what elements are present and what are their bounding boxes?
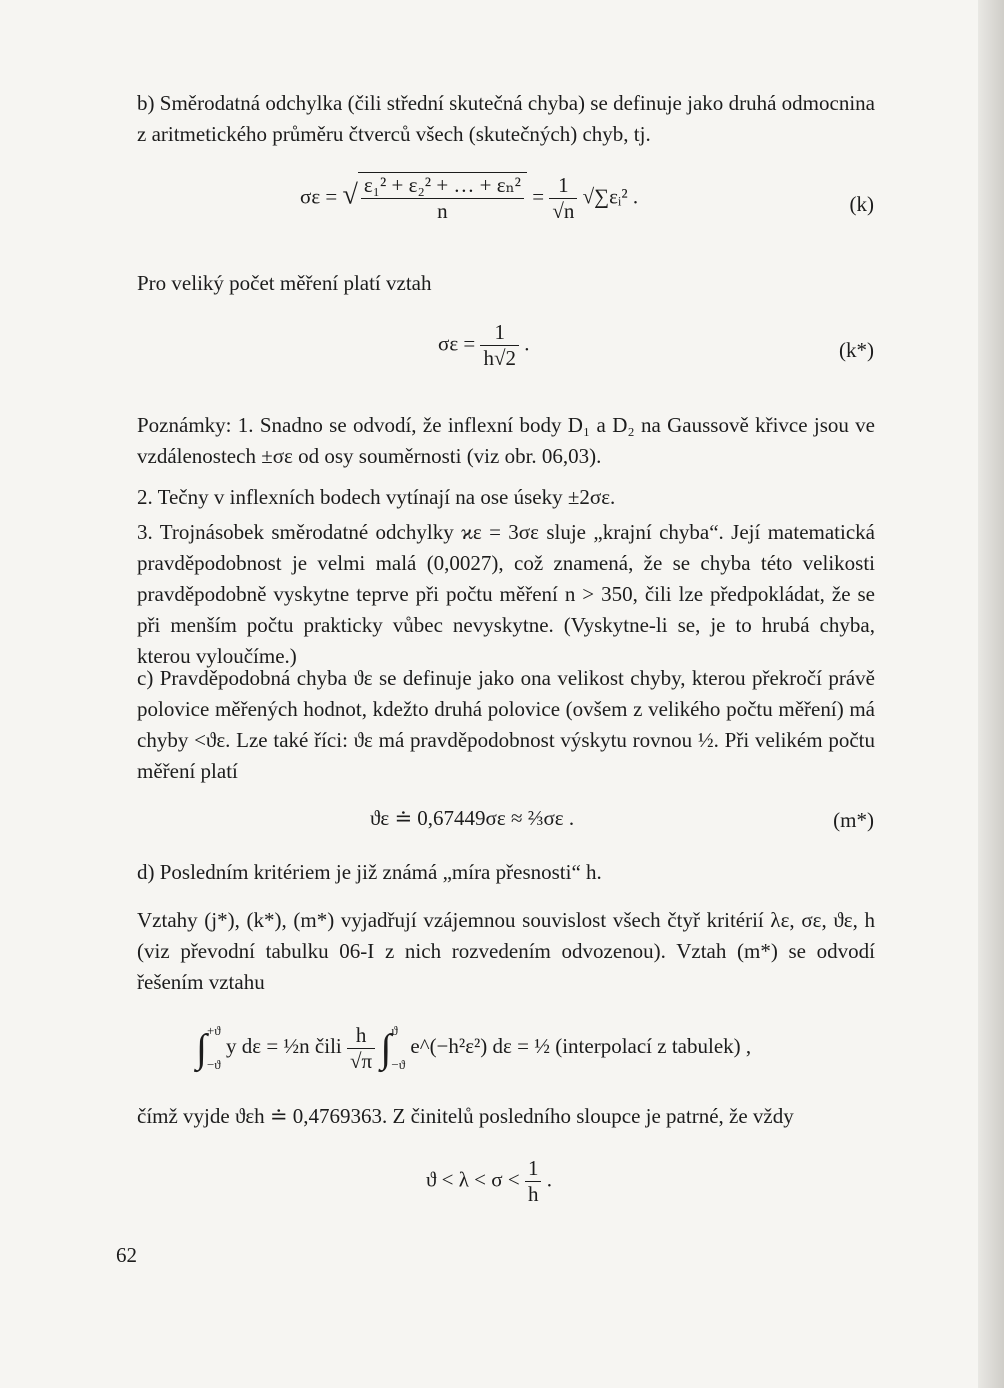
- ineq-tail: .: [546, 1167, 552, 1192]
- integral-sign-icon: ∫: [196, 1025, 207, 1071]
- eq-label-mstar: (m*): [833, 808, 874, 832]
- eq-kstar-lhs: σε =: [438, 331, 476, 356]
- sqrt-sign-icon: √: [342, 179, 358, 211]
- ineq-lhs: ϑ < λ < σ <: [426, 1167, 520, 1192]
- integral2-upper-limit: ϑ: [391, 1023, 398, 1038]
- integral-part1: y dε = ½n čili: [226, 1033, 342, 1058]
- eq-kstar-tail: .: [524, 331, 530, 356]
- eq-k-tail: ∑εᵢ² .: [594, 184, 639, 209]
- eq-k-equals: =: [532, 184, 545, 209]
- integral-part2: e^(−h²ε²) dε = ½ (interpolací z tabulek) ,: [410, 1033, 752, 1058]
- paragraph-vztahy: Vztahy (j*), (k*), (m*) vyjadřují vzájemnou souvislost všech čtyř kritérií λε, σε, ϑε, h (viz převodní tabulku 06-I z nich rozvedením odvozenou). Vztah (m*) se odvodí řešením vztahu: [137, 908, 875, 994]
- integral-sign-icon-2: ∫: [380, 1025, 392, 1071]
- ineq-den: h: [527, 1182, 539, 1206]
- paragraph-cimz: čímž vyjde ϑεh ≐ 0,4769363. Z činitelů posledního sloupce je patrné, že vždy: [137, 1104, 794, 1128]
- equation-inequality: [426, 1156, 552, 1207]
- integral-h-den: √π: [350, 1048, 373, 1073]
- equation-k: σε = √ $\frac{\text{ε₁² + ε₂² + … + εₙ²}}{n}$ = $\frac{1}{√n}$ √∑εᵢ² .: [300, 173, 639, 223]
- integral-h-num: h: [347, 1023, 375, 1049]
- eq-kstar-den: h√2: [483, 346, 517, 370]
- integral-lower-limit: −ϑ: [206, 1057, 221, 1072]
- paragraph-poznamky-2: 2. Tečny v inflexních bodech vytínají na ose úseky ±2σε.: [137, 485, 616, 509]
- page-edge-shadow: [978, 0, 1004, 1388]
- integral2-lower-limit: −ϑ: [391, 1057, 406, 1072]
- paragraph-d: d) Posledním kritériem je již známá „míra přesnosti“ h.: [137, 860, 602, 884]
- eq-label-kstar: (k*): [839, 338, 874, 362]
- eq-k-sqrtn: n: [563, 199, 575, 223]
- paragraph-c: c) Pravděpodobná chyba ϑε se definuje jako ona velikost chyby, kterou překročí právě polovice měřených hodnot, kdežto druhá polovice (ovšem z velikého počtu měření) má chyby <ϑε. Lze také říci: ϑε má pravděpodobnost výskytu rovnou ½. Při velikém počtu měření platí: [137, 666, 875, 783]
- eq-k-lhs: σε =: [300, 184, 338, 209]
- eq-k-one: 1: [549, 173, 577, 199]
- equation-kstar: [438, 320, 530, 371]
- paragraph-pro: Pro veliký počet měření platí vztah: [137, 271, 432, 295]
- eq-k-denominator: n: [437, 199, 448, 223]
- eq-k-numerator: ε₁² + ε₂² + … + εₙ²: [361, 173, 524, 199]
- equation-integral: [196, 1014, 751, 1082]
- ineq-num: 1: [525, 1156, 542, 1182]
- paragraph-b: b) Směrodatná odchylka (čili střední skutečná chyba) se definuje jako druhá odmocnina z aritmetického průměru čtverců všech (skutečných) chyb, tj.: [137, 91, 875, 146]
- equation-mstar: ϑε ≐ 0,67449σε ≈ ⅔σε .: [370, 806, 575, 830]
- page-number: 62: [116, 1243, 137, 1267]
- paragraph-poznamky-1: Poznámky: 1. Snadno se odvodí, že inflexní body D₁ a D₂ na Gaussově křivce jsou ve vzdálenostech ±σε od osy souměrnosti (viz obr. 06,03).: [137, 413, 875, 468]
- paragraph-poznamky-3: 3. Trojnásobek směrodatné odchylky ϰε = 3σε sluje „krajní chyba“. Její matematická pravděpodobnost je velmi malá (0,0027), což znamená, že se chyba této velikosti pravděpodobně vyskytne teprve při počtu měření n > 350, čili lze předpokládat, že se při menším počtu prakticky vůbec nevyskytne. (Vyskytne-li se, je to hrubá chyba, kterou vyloučíme.): [137, 520, 875, 668]
- integral-upper-limit: +ϑ: [206, 1023, 221, 1038]
- eq-kstar-num: 1: [480, 320, 519, 346]
- eq-label-k: (k): [849, 192, 874, 216]
